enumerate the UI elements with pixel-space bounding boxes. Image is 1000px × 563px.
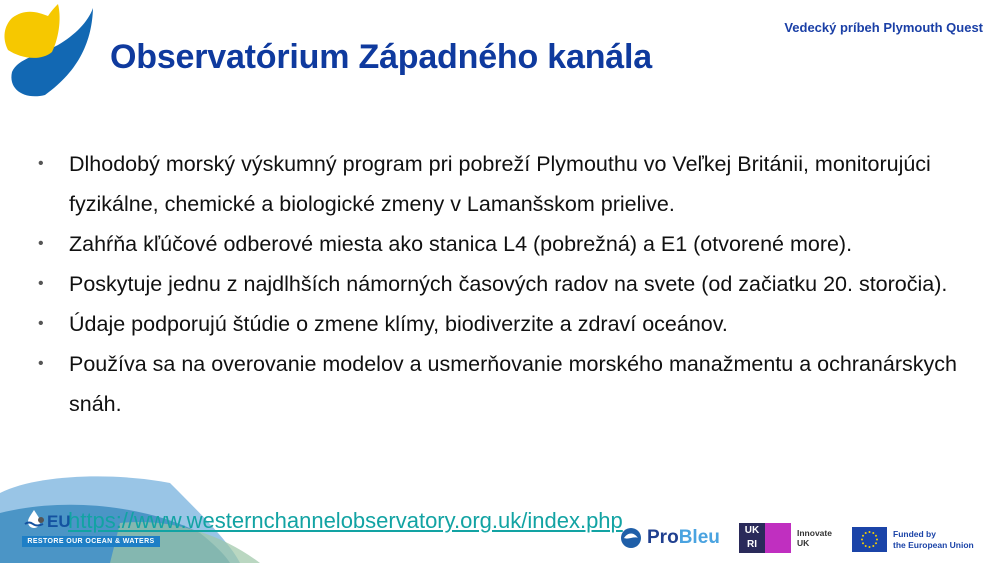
eu-mission-label: EU	[47, 512, 71, 531]
bullet-item: • Poskytuje jednu z najdlhších námorných časových radov na svete (od začiatku 20. storočia).	[30, 264, 990, 304]
eu-mission-tagline: RESTORE OUR OCEAN & WATERS	[22, 536, 160, 547]
eu-mission-drop-icon	[23, 508, 45, 532]
bullet-icon: •	[38, 355, 44, 372]
observatory-link[interactable]: https://www.westernchannelobservatory.org.uk/index.php	[68, 508, 623, 533]
innovate-uk-logo: UK RI Innovate UK	[739, 523, 832, 553]
probleu-logo: ProBleu	[618, 526, 720, 550]
bullet-item: • Dlhodobý morský výskumný program pri pobreží Plymouthu vo Veľkej Británii, monitorujúci fyzikálne, chemické a biologické zmeny v Lamanšskom prielive.	[30, 144, 990, 224]
bullet-icon: •	[38, 315, 44, 332]
bullet-list	[30, 144, 990, 424]
eu-funded-logo: Funded by the European Union	[852, 527, 974, 552]
eu-flag-icon	[852, 527, 887, 552]
page-title: Observatórium Západného kanála	[110, 38, 652, 76]
ukri-magenta-block	[765, 523, 791, 553]
ukri-mark: UK RI	[739, 523, 765, 553]
plymouth-quest-logo-icon	[0, 0, 100, 100]
series-label: Vedecký príbeh Plymouth Quest	[784, 20, 983, 35]
bullet-icon: •	[38, 275, 44, 292]
bullet-item: • Zahŕňa kľúčové odberové miesta ako stanica L4 (pobrežná) a E1 (otvorené more).	[30, 224, 990, 264]
bullet-icon: •	[38, 235, 44, 252]
bullet-item: • Údaje podporujú štúdie o zmene klímy, biodiverzite a zdraví oceánov.	[30, 304, 990, 344]
bullet-item: • Používa sa na overovanie modelov a usmerňovanie morského manažmentu a ochranárskych snáh.	[30, 344, 990, 424]
bullet-icon: •	[38, 155, 44, 172]
probleu-globe-icon	[618, 526, 644, 550]
